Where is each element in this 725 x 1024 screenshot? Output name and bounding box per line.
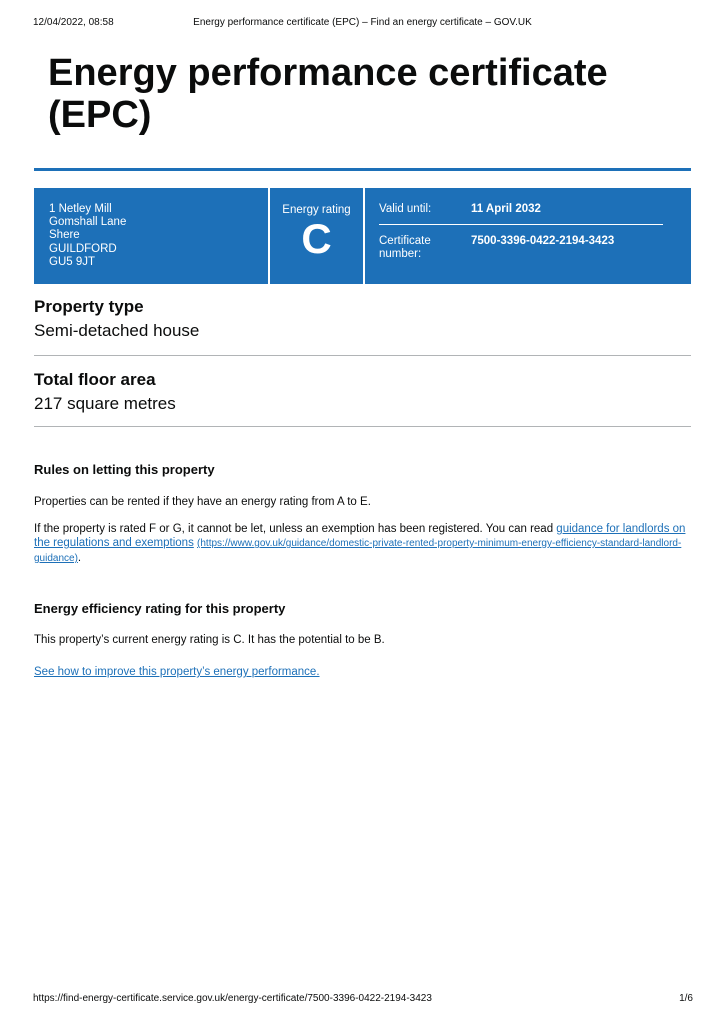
letting-rules-heading: Rules on letting this property [34,462,215,477]
address-line: 1 Netley Mill [49,203,112,215]
letting-exemptions-text: If the property is rated F or G, it cannot be let, unless an exemption has been registered. You can read [34,523,557,535]
certificate-divider [379,224,663,225]
epc-summary-box [34,188,691,284]
page-title [48,52,688,136]
improve-performance-link[interactable]: See how to improve this property’s energy performance. [34,666,320,678]
letting-rules-paragraph: Properties can be rented if they have an energy rating from A to E. [34,496,371,508]
print-date: 12/04/2022, 08:58 [33,17,114,28]
property-type-label: Property type [34,297,144,316]
floor-area-value: 217 square metres [34,394,176,413]
address-line: Shere [49,229,80,242]
valid-until-value: 11 April 2032 [471,203,541,215]
letting-exemptions-end: . [77,552,82,564]
print-page-number: 1/6 [679,993,693,1004]
letting-exemptions-paragraph [34,522,691,566]
certificate-number-label: Certificate number: [379,235,431,260]
property-address [34,188,268,284]
efficiency-rating-paragraph: This property’s current energy rating is C. It has the potential to be B. [34,634,385,646]
page-title-line1: Energy performance certificate [48,52,608,94]
certificate-details [365,188,691,284]
certificate-number-value: 7500-3396-0422-2194-3423 [471,235,615,247]
landlord-guidance-link[interactable]: guidance for landlords on the regulations and exemptions [34,523,686,549]
page-title-line2: (EPC) [48,94,152,136]
print-footer-url: https://find-energy-certificate.service.gov.uk/energy-certificate/7500-3396-0422-2194-3423 [33,993,432,1004]
energy-rating-panel [270,188,363,284]
address-line: Gomshall Lane [49,216,127,229]
print-footer [0,993,725,1007]
print-page-title: Energy performance certificate (EPC) – Find an energy certificate – GOV.UK [193,17,532,28]
property-type-section [34,297,691,341]
efficiency-rating-heading: Energy efficiency rating for this property [34,601,286,616]
section-divider [34,426,691,427]
section-divider [34,355,691,356]
address-line: GU5 9JT [49,255,96,268]
landlord-guidance-url[interactable]: (https://www.gov.uk/guidance/domestic-private-rented-property-minimum-energy-efficiency-standard-landlord-guidance) [34,538,682,564]
floor-area-section [34,370,691,414]
print-header [0,17,725,31]
energy-rating-letter: C [301,215,332,262]
property-type-value: Semi-detached house [34,321,200,340]
improve-link-paragraph [34,665,691,679]
title-rule [34,168,691,171]
energy-rating-label: Energy rating [282,204,351,216]
floor-area-label: Total floor area [34,370,156,389]
valid-until-label: Valid until: [379,203,432,215]
address-line: GUILDFORD [49,242,117,255]
